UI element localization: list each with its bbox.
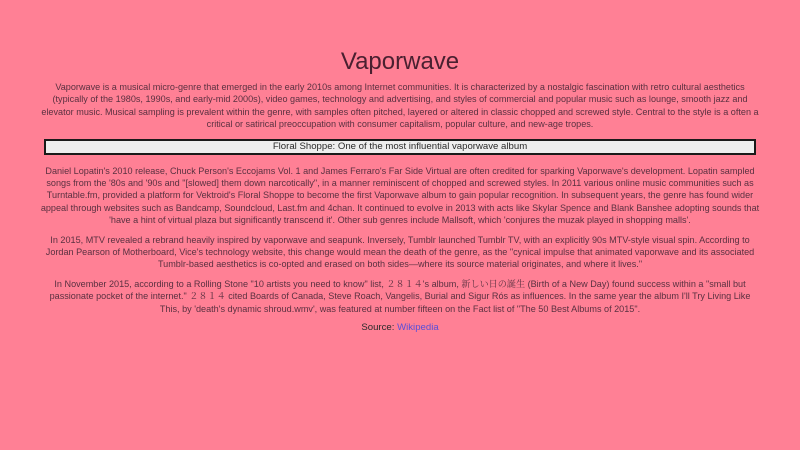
- mtv-paragraph: In 2015, MTV revealed a rebrand heavily inspired by vaporwave and seapunk. Inversely, Tumblr launched Tumblr TV, with an explicitly 90s MTV-style visual spin. According to Jordan Pearson of Motherboard, Vice's technology website, this change would mean the death of the genre, as the "cynical impulse that animated vaporwave and its associated Tumblr-based aesthetics is co-opted and erased on both sides—where its source material originates, and where it lives.": [45, 234, 755, 270]
- page-title: Vaporwave: [340, 48, 460, 75]
- source-label: Source:: [361, 322, 395, 334]
- history-paragraph: Daniel Lopatin's 2010 release, Chuck Person's Eccojams Vol. 1 and James Ferraro's Far Side Virtual are often credited for sparking Vaporwave's development. Lopatin sampled songs from the '80s and '90s and "[slowed] them down narcotically", in a manner reminiscent of chopped and screwed styles. In 2011 various online music communities such as Turntable.fm, provided a platform for Vektroid's Floral Shoppe to become the first Vaporwave album to gain popular recognition. In subsequent years, the genre has found wider appeal through websites such as Bandcamp, Soundcloud, Last.fm and 4chan. It continued to evolve in 2013 with acts like Skylar Spence and Blank Banshee adopting sounds that 'have a hint of virtual plaza but significantly transcend it'. Other sub genres include Mallsoft, which 'conjures the muzak played in shopping malls'.: [40, 165, 760, 226]
- image-caption-box: [44, 139, 756, 155]
- wikipedia-link[interactable]: Wikipedia: [397, 322, 439, 334]
- source-line: [40, 322, 760, 333]
- image-caption: Floral Shoppe: One of the most influential vaporwave album: [272, 140, 528, 152]
- rolling-stone-paragraph: In November 2015, according to a Rolling Stone "10 artists you need to know" list, ２８１４'s album, 新しい日の誕生 (Birth of a New Day) found success within a "small but passionate pocket of the internet." ２８１４ cited Boards of Canada, Steve Roach, Vangelis, Burial and Sigur Rós as influences. In the same year the album I'll Try Living Like This, by 'death's dynamic shroud.wmv', was featured at number fifteen on the Fact list of "The 50 Best Albums of 2015".: [49, 278, 751, 314]
- intro-paragraph: Vaporwave is a musical micro-genre that emerged in the early 2010s among Internet communities. It is characterized by a nostalgic fascination with retro cultural aesthetics (typically of the 1980s, 1990s, and early-mid 2000s), video games, technology and advertising, and styles of commercial and popular music such as lounge, smooth jazz and elevator music. Musical sampling is prevalent within the genre, with samples often pitched, layered or altered in classic chopped and screwed style. Central to the style is a often a critical or satirical preoccupation with consumer capitalism, popular culture, and new-age tropes.: [41, 82, 759, 130]
